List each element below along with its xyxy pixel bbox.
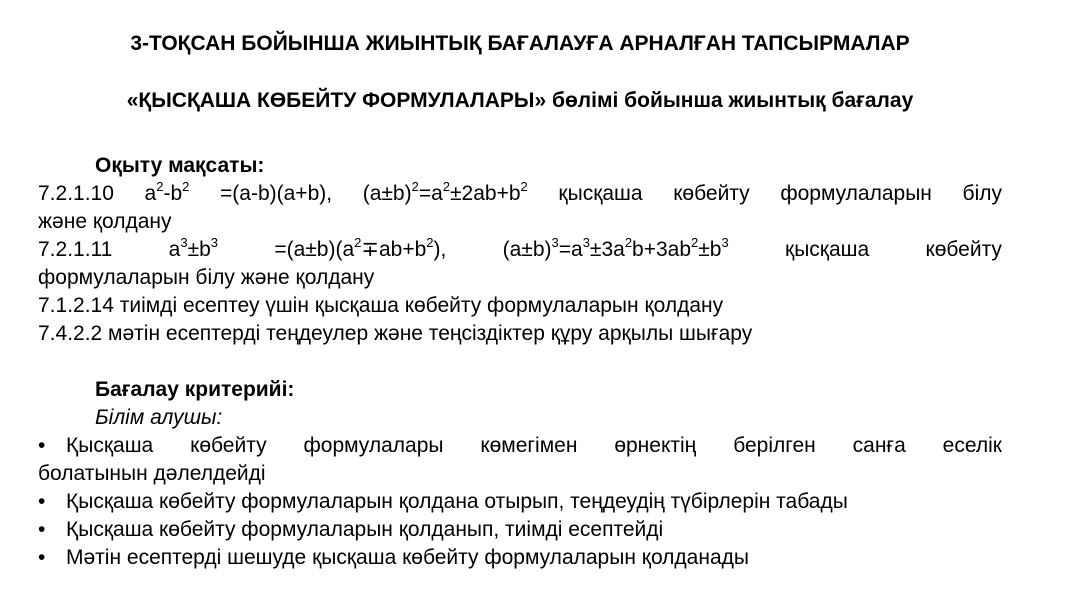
criteria-heading: Бағалау критерийі: (95, 378, 295, 401)
objective-1-word: қысқаша (558, 182, 643, 205)
objective-1-code: 7.2.1.10 (38, 182, 114, 205)
bullet-icon: • (38, 434, 46, 457)
bullet-icon: • (38, 518, 46, 541)
criterion-2-text: Қысқаша көбейту формулаларын қолдана отырып, теңдеудің түбірлерін табады (66, 490, 848, 513)
objective-1-continuation: және қолдану (38, 210, 172, 233)
objective-2-formula-1: $a^3\pm b^3$ (168, 235, 219, 261)
bullet-icon: • (38, 490, 46, 513)
objective-1-formula-1: $a^2-b^2$ (144, 179, 190, 205)
page-title: 3-ТОҚСАН БОЙЫНША ЖИЫНТЫҚ БАҒАЛАУҒА АРНАЛҒАН ТАПСЫРМАЛАР (130, 32, 910, 55)
objectives-heading: Оқыту мақсаты: (95, 154, 265, 177)
objective-2-word: қысқаша (785, 238, 870, 261)
objective-1-line (38, 180, 1002, 208)
criterion-1 (38, 432, 1002, 460)
objective-2-continuation: формулаларын білу және қолдану (38, 266, 375, 289)
criterion-4 (38, 544, 1002, 572)
bullet-icon: • (38, 546, 46, 569)
criterion-3-text: Қысқаша көбейту формулаларын қолданып, тиімді есептейді (66, 518, 664, 541)
page-subtitle: «ҚЫСҚАША КӨБЕЙТУ ФОРМУЛАЛАРЫ» бөлімі бойынша жиынтық бағалау (126, 89, 914, 112)
criterion-2 (38, 488, 1002, 516)
objective-2-word: көбейту (925, 238, 1002, 261)
objective-1-word: көбейту (673, 182, 750, 205)
criterion-1-text: Қысқаша көбейту формулалары көмегімен өрнектің берілген санға еселік (66, 434, 1002, 457)
learner-label: Білім алушы: (95, 406, 223, 429)
objective-1-word: білу (962, 182, 1002, 205)
objective-1-formula-2: $(a\pm b)^2=a^2\pm 2ab+b^2$ (362, 179, 528, 205)
criterion-4-text: Мәтін есептерді шешуде қысқаша көбейту формулаларын қолданады (66, 546, 749, 569)
objective-4: 7.4.2.2 мәтін есептерді теңдеулер және теңсіздіктер құру арқылы шығару (38, 322, 753, 345)
objective-2-code: 7.2.1.11 (38, 238, 113, 261)
objective-1-word: формулаларын (780, 182, 932, 205)
objective-2-equality-1: $=(a\pm b)(a^2\mp ab+b^2)$, (274, 235, 447, 261)
objective-3: 7.1.2.14 тиімді есептеу үшін қысқаша көбейту формулаларын қолдану (38, 294, 724, 317)
objective-1-equality-1: =(a-b)(a+b), (220, 182, 333, 205)
objective-2-line (38, 236, 1002, 264)
criterion-3 (38, 516, 1002, 544)
criterion-1-continuation: болатынын дәлелдейді (38, 462, 266, 485)
objective-2-formula-2: $(a\pm b)^3=a^3\pm 3a^2b+3ab^2\pm b^3$ (502, 235, 729, 261)
